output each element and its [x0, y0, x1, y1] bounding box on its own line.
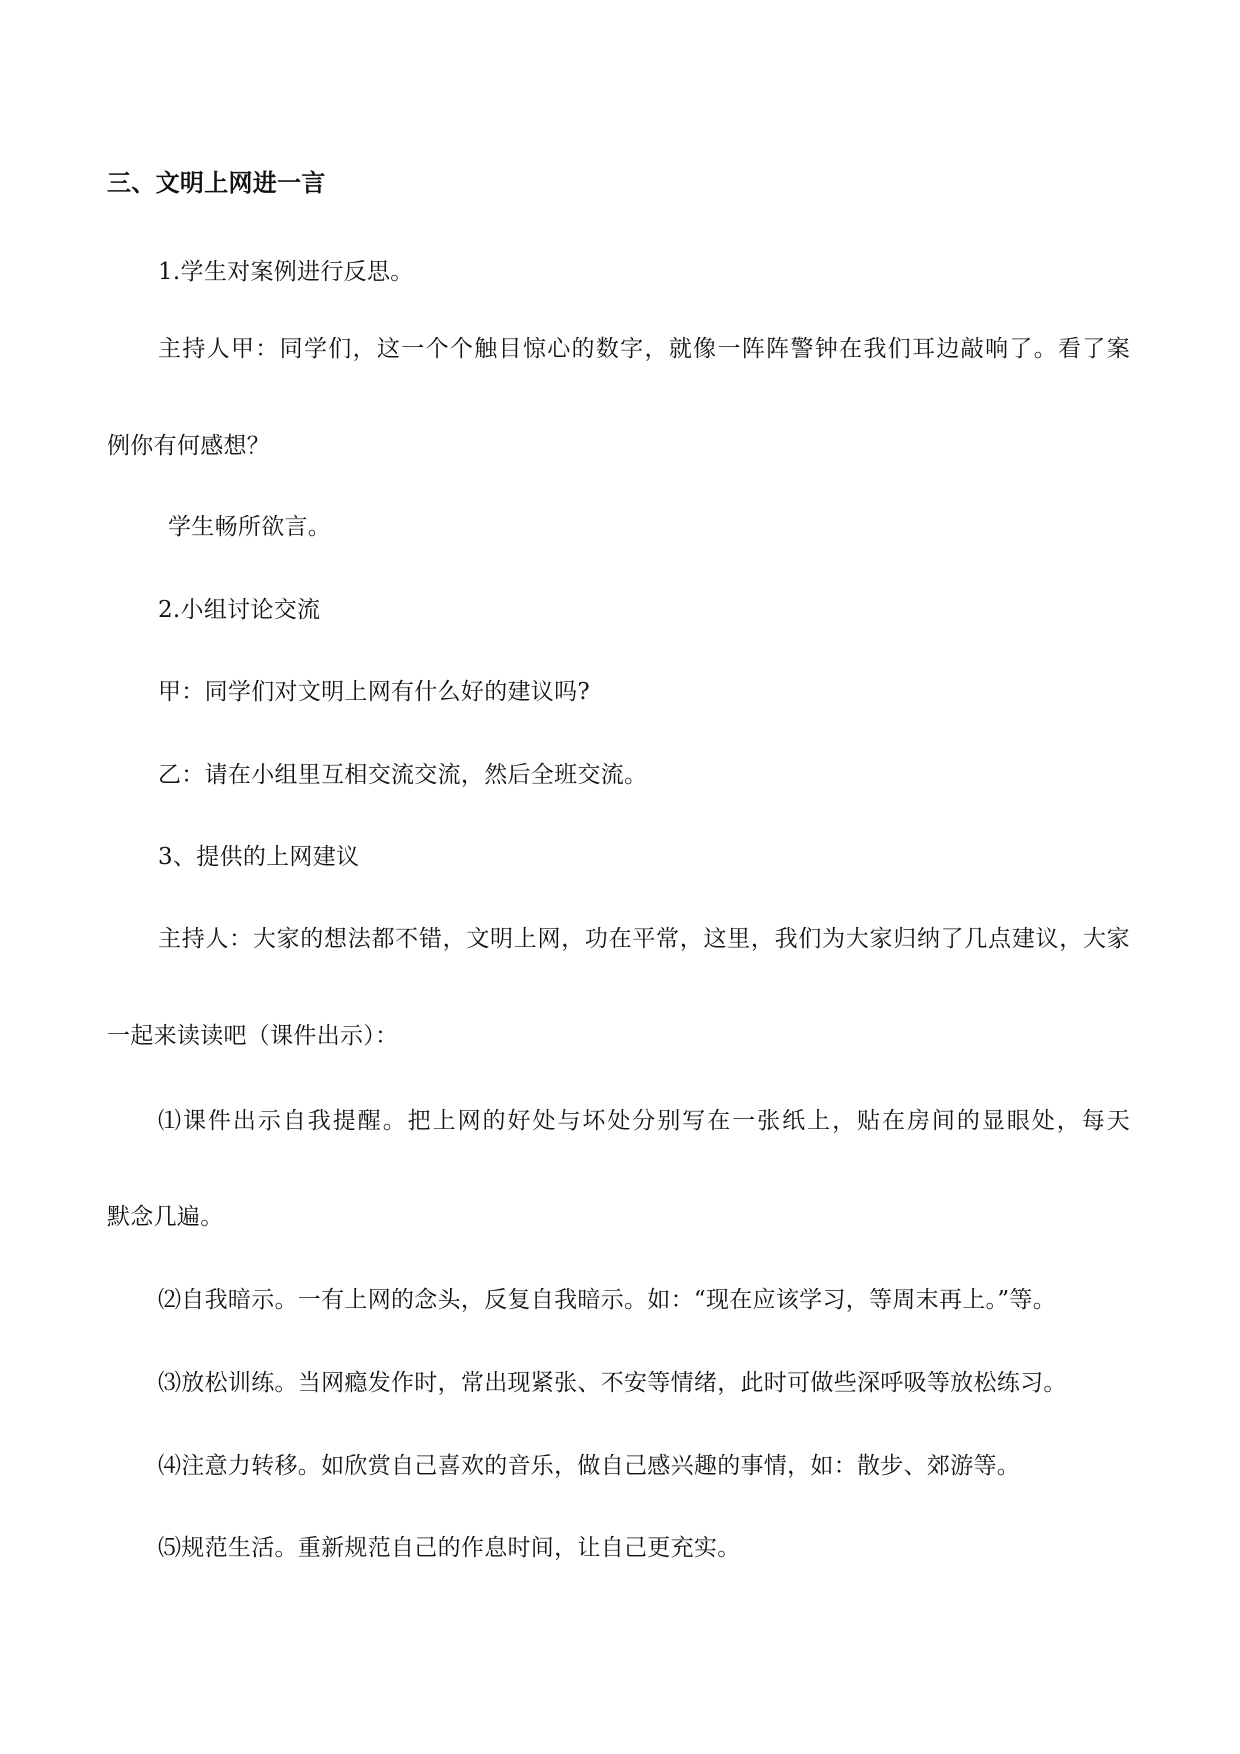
paragraph-group-discussion: 2.小组讨论交流	[158, 597, 321, 623]
paragraph-host-line1: 主持人：大家的想法都不错，文明上网，功在平常，这里，我们为大家归纳了几点建议，大家	[158, 926, 1130, 952]
list-item-self-reminder-line2: 默念几遍。	[107, 1204, 224, 1230]
paragraph-host-a-line1: 主持人甲：同学们，这一个个触目惊心的数字，就像一阵阵警钟在我们耳边敲响了。看了案	[158, 336, 1130, 362]
list-item-self-reminder-line1: ⑴课件出示自我提醒。把上网的好处与坏处分别写在一张纸上，贴在房间的显眼处，每天	[158, 1108, 1130, 1134]
paragraph-students-speak: 学生畅所欲言。	[168, 514, 332, 540]
paragraph-host-line2: 一起来读读吧（课件出示）：	[107, 1023, 399, 1049]
section-heading: 三、文明上网进一言	[107, 169, 326, 197]
paragraph-reflection: 1.学生对案例进行反思。	[158, 259, 414, 285]
list-item-self-suggestion: ⑵自我暗示。一有上网的念头，反复自我暗示。如：“现在应该学习，等周末再上。”等。	[158, 1287, 1057, 1313]
list-item-regular-life: ⑸规范生活。重新规范自己的作息时间，让自己更充实。	[158, 1535, 741, 1561]
list-item-relaxation: ⑶放松训练。当网瘾发作时，常出现紧张、不安等情绪，此时可做些深呼吸等放松练习。	[158, 1370, 1067, 1396]
paragraph-suggestions-heading: 3、提供的上网建议	[158, 844, 360, 870]
paragraph-host-a-line2: 例你有何感想？	[107, 433, 271, 459]
paragraph-speaker-b: 乙：请在小组里互相交流交流，然后全班交流。	[158, 762, 648, 788]
list-item-attention-shift: ⑷注意力转移。如欣赏自己喜欢的音乐，做自己感兴趣的事情，如：散步、郊游等。	[158, 1453, 1021, 1479]
paragraph-speaker-a: 甲：同学们对文明上网有什么好的建议吗?	[158, 679, 591, 705]
